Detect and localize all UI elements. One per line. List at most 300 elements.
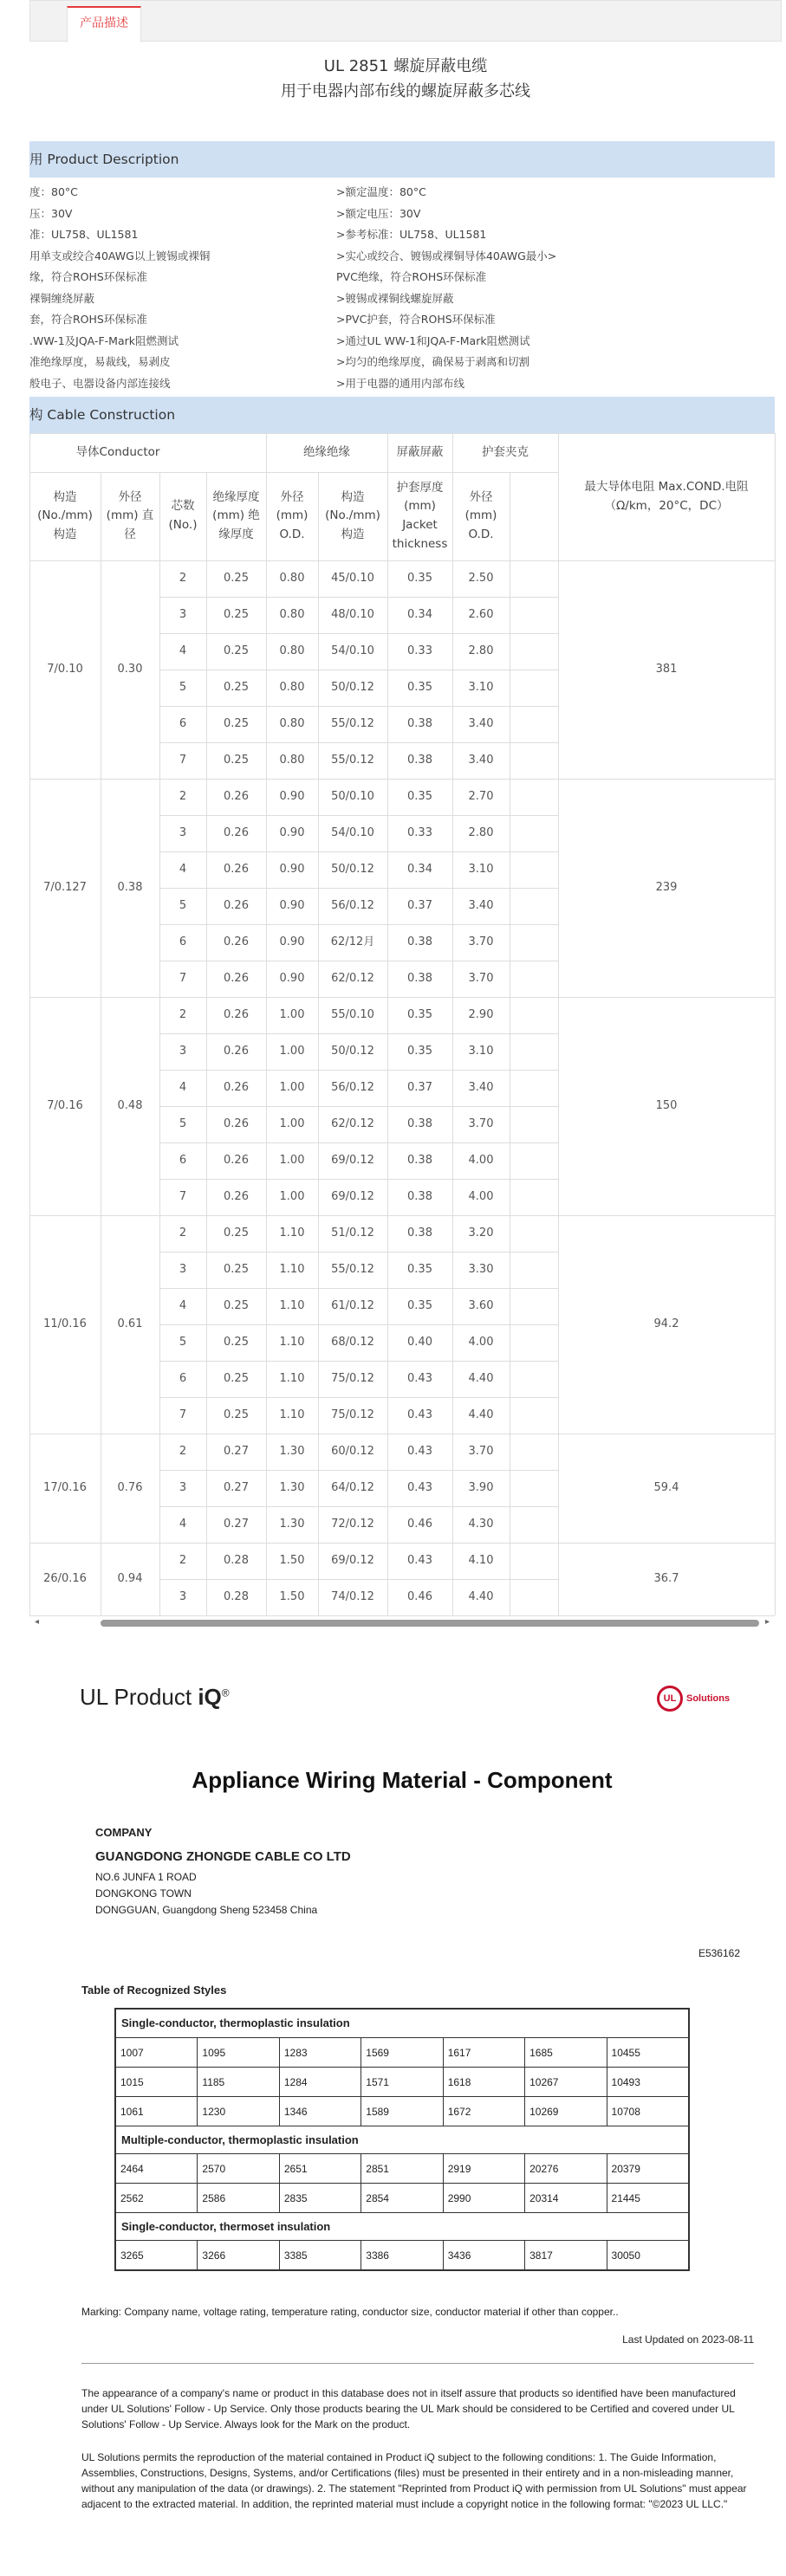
grid-line [159,888,558,889]
table-cell: 1.10 [279,1226,305,1239]
table-cell: 50/0.12 [331,1044,374,1058]
table-cell: 4 [179,1080,187,1094]
style-number: 2562 [120,2192,144,2204]
product-description [29,179,775,398]
subheader-cond-od: 外径 (mm) 直径 [106,489,154,541]
style-number: 21445 [607,2184,688,2212]
table-cell: 0.80 [279,680,305,694]
subheader-ins-od: 外径 (mm) O.D. [276,489,309,541]
company-address-line: NO.6 JUNFA 1 ROAD [95,1871,197,1883]
style-number: 1589 [361,2097,442,2126]
table-cell: 0.80 [279,571,305,585]
table-cell: 75/0.12 [331,1408,374,1421]
grid-line [159,742,558,743]
table-cell: 1.00 [279,1189,305,1203]
header-conductor: 导体Conductor [75,444,160,459]
scrollbar-thumb[interactable] [101,1620,759,1627]
max-resistance: 150 [655,1098,678,1112]
table-cell: 6 [179,1371,187,1385]
table-cell: 5 [179,1335,187,1349]
table-cell: 0.38 [407,753,432,767]
grid-line [159,1470,558,1471]
description-line: >参考标准：UL758、UL1581 [336,228,487,241]
styles-table-title: Table of Recognized Styles [81,1984,227,1997]
table-cell: 7 [179,753,187,767]
table-cell: 0.80 [279,607,305,621]
table-cell: 72/0.12 [331,1517,374,1531]
style-number: 1571 [361,2068,442,2096]
table-cell: 0.35 [407,789,432,803]
company-name: GUANGDONG ZHONGDE CABLE CO LTD [95,1849,351,1864]
table-cell: 4 [179,1517,187,1531]
table-cell: 0.27 [224,1517,249,1531]
table-cell: 2.80 [468,825,494,839]
grid-line [29,472,558,473]
table-cell: 0.35 [407,1262,432,1276]
grid-line [159,1506,558,1507]
subheader-ins-thick: 绝缘厚度 (mm) 绝缘厚度 [212,489,260,541]
table-cell: 0.27 [224,1480,249,1494]
style-number: 1284 [279,2068,361,2096]
table-cell: 0.26 [224,935,249,948]
table-cell: 6 [179,1153,187,1167]
table-cell: 0.26 [224,1044,249,1058]
style-number: 1015 [120,2076,144,2088]
style-number: 20276 [524,2154,606,2183]
style-group-heading: Single-conductor, thermoset insulation [116,2212,688,2240]
last-updated: Last Updated on 2023-08-11 [622,2333,754,2346]
style-number: 10493 [607,2068,688,2096]
table-cell: 56/0.12 [331,898,374,912]
description-bilingual [336,182,556,394]
style-number: 3266 [197,2241,278,2269]
table-cell: 62/12月 [330,935,375,948]
table-cell: 0.90 [279,898,305,912]
table-cell: 2.80 [468,644,494,657]
grid-line [159,1324,558,1325]
conductor-od: 0.76 [117,1480,143,1494]
description-line: PVC绝缘，符合ROHS环保标准 [336,270,487,283]
description-line: 压：30V [29,206,73,220]
ul-certificate [50,1630,754,2576]
grid-line [266,433,267,472]
table-cell: 61/0.12 [331,1298,374,1312]
table-cell: 0.25 [224,571,249,585]
table-cell: 0.46 [407,1517,432,1531]
table-cell: 3.40 [468,753,494,767]
table-cell: 0.90 [279,789,305,803]
grid-line [159,1106,558,1107]
style-number: 2854 [361,2184,442,2212]
description-line: >实心或绞合、镀锡或裸铜导体40AWG最小> [336,249,557,262]
description-line: 裸铜缠绕屏蔽 [29,291,95,305]
table-row [116,2067,688,2096]
table-cell: 0.90 [279,825,305,839]
table-cell: 0.26 [224,971,249,985]
grid-line [159,1142,558,1143]
product-subtitle: 用于电器内部布线的螺旋屏蔽多芯线 [281,82,530,100]
table-cell: 1.10 [279,1371,305,1385]
grid-line [159,924,558,925]
tab-product-description[interactable]: 产品描述 [67,6,141,42]
description-line: >额定温度：80°C [336,185,426,198]
table-cell: 1.10 [279,1335,305,1349]
style-group-heading: Single-conductor, thermoplastic insulation [121,2016,350,2029]
table-cell: 0.35 [407,571,432,585]
conductor-structure: 11/0.16 [43,1317,87,1330]
style-number: 1672 [443,2097,524,2126]
table-cell: 1.50 [279,1553,305,1567]
table-cell: 0.33 [407,825,432,839]
style-number: 2570 [197,2154,278,2183]
table-cell: 69/0.12 [331,1153,374,1167]
scroll-right-icon[interactable]: ▸ [764,1617,770,1627]
table-cell: 0.37 [407,898,432,912]
table-cell: 75/0.12 [331,1371,374,1385]
table-cell: 0.25 [224,1226,249,1239]
table-cell: 4.00 [468,1153,494,1167]
table-cell: 2 [179,789,187,803]
table-cell: 0.26 [224,1153,249,1167]
style-number: 10455 [607,2038,688,2067]
grid-line [775,433,776,1615]
conductor-od: 0.94 [117,1571,143,1585]
scroll-left-icon[interactable]: ◂ [35,1617,40,1627]
table-cell: 0.35 [407,1298,432,1312]
table-cell: 3 [179,1044,187,1058]
subheader-cond-struct: 构造 (No./mm) 构造 [37,489,93,541]
table-cell: 0.26 [224,1116,249,1130]
table-cell: 0.26 [224,789,249,803]
table-cell: 1.30 [279,1444,305,1458]
table-cell: 50/0.12 [331,862,374,876]
file-number: E536162 [698,1947,740,1959]
grid-line [159,1033,558,1034]
company-address-line: DONGKONG TOWN [95,1887,192,1900]
table-cell: 0.35 [407,1007,432,1021]
table-cell: 0.25 [224,607,249,621]
style-number: 3436 [443,2241,524,2269]
table-cell: 4 [179,862,187,876]
style-number: 3265 [120,2249,144,2262]
table-cell: 0.33 [407,644,432,657]
tab-bar [29,0,782,42]
table-cell: 0.43 [407,1371,432,1385]
table-cell: 4.30 [468,1517,494,1531]
table-cell: 0.28 [224,1589,249,1603]
table-cell: 2 [179,1226,187,1239]
style-number: 20379 [607,2154,688,2183]
style-number: 2586 [197,2184,278,2212]
grid-line [159,1361,558,1362]
table-cell: 1.50 [279,1589,305,1603]
description-line: 套，符合ROHS环保标准 [29,313,147,326]
table-cell: 69/0.12 [331,1553,374,1567]
description-line: >用于电器的通用内部布线 [336,376,464,390]
description-line: >PVC护套，符合ROHS环保标准 [336,313,496,326]
description-line: 准绝缘厚度，易裁线，易剥皮 [29,355,171,368]
conductor-structure: 7/0.127 [43,880,87,894]
table-cell: 1.10 [279,1298,305,1312]
style-number: 2835 [279,2184,361,2212]
table-cell: 0.25 [224,644,249,657]
table-cell: 1.00 [279,1080,305,1094]
conductor-od: 0.38 [117,880,143,894]
table-cell: 0.80 [279,716,305,730]
description-line: 用单支或绞合40AWG以上镀锡或裸铜 [29,249,211,262]
table-row [116,2153,688,2183]
table-cell: 7 [179,1189,187,1203]
table-cell: 0.25 [224,1335,249,1349]
table-cell: 0.25 [224,1408,249,1421]
table-cell: 2 [179,1444,187,1458]
header-insulation: 绝缘绝缘 [303,444,350,459]
ul-mark-icon: UL [657,1686,683,1712]
table-cell: 2 [179,1553,187,1567]
table-cell: 0.25 [224,1371,249,1385]
style-number: 2464 [120,2163,144,2175]
conductor-structure: 17/0.16 [43,1480,87,1494]
grid-line [159,1288,558,1289]
table-cell: 3.20 [468,1226,494,1239]
style-number: 1617 [443,2038,524,2067]
table-cell: 1.10 [279,1408,305,1421]
style-number: 1095 [197,2038,278,2067]
table-cell: 0.25 [224,716,249,730]
table-cell: 4.40 [468,1371,494,1385]
style-number: 2919 [443,2154,524,2183]
table-cell: 0.26 [224,825,249,839]
company-address-line: DONGGUAN, Guangdong Sheng 523458 China [95,1904,318,1916]
style-number: 1283 [279,2038,361,2067]
table-cell: 56/0.12 [331,1080,374,1094]
table-row [116,2096,688,2126]
table-cell: 0.38 [407,1189,432,1203]
table-cell: 0.25 [224,1298,249,1312]
table-cell: 0.26 [224,862,249,876]
table-cell: 1.00 [279,1116,305,1130]
table-cell: 3.10 [468,1044,494,1058]
product-titles [29,49,782,104]
table-cell: 55/0.12 [331,753,374,767]
recognized-styles-table [114,2008,690,2271]
table-cell: 55/0.12 [331,716,374,730]
table-cell: 64/0.12 [331,1480,374,1494]
max-resistance: 36.7 [653,1571,679,1585]
table-cell: 0.28 [224,1553,249,1567]
style-number: 3385 [279,2241,361,2269]
table-cell: 0.34 [407,862,432,876]
grid-line [159,597,558,598]
table-cell: 1.00 [279,1153,305,1167]
company-block [95,1826,351,1919]
style-number: 1007 [120,2047,144,2059]
subheader-jk-thick: 护套厚度 (mm) Jacket thickness [392,480,448,551]
grid-line [159,706,558,707]
style-number: 2990 [443,2184,524,2212]
grid-line [159,1579,558,1580]
table-cell: 5 [179,680,187,694]
table-cell: 60/0.12 [331,1444,374,1458]
table-cell: 0.35 [407,1044,432,1058]
table-cell: 0.37 [407,1080,432,1094]
table-cell: 0.43 [407,1480,432,1494]
table-cell: 0.80 [279,644,305,657]
conductor-structure: 7/0.10 [47,662,83,676]
table-cell: 0.90 [279,935,305,948]
ul-solutions-logo: UL Solutions [657,1686,730,1712]
divider [81,2363,754,2364]
table-cell: 3.70 [468,935,494,948]
description-line: >通过UL WW-1和JQA-F-Mark阻燃测试 [336,333,530,347]
style-number: 30050 [607,2241,688,2269]
table-cell: 0.46 [407,1589,432,1603]
table-cell: 3.40 [468,716,494,730]
style-number: 1061 [120,2106,144,2118]
table-cell: 0.40 [407,1335,432,1349]
table-cell: 2 [179,1007,187,1021]
style-number: 1346 [279,2097,361,2126]
table-cell: 50/0.10 [331,789,374,803]
style-number: 1185 [197,2068,278,2096]
table-cell: 0.38 [407,1226,432,1239]
table-cell: 0.80 [279,753,305,767]
table-cell: 0.34 [407,607,432,621]
conductor-structure: 7/0.16 [47,1098,83,1112]
table-cell: 2.70 [468,789,494,803]
table-cell: 3.70 [468,1444,494,1458]
table-row [116,2037,688,2067]
table-cell: 50/0.12 [331,680,374,694]
product-description-heading: 用 Product Description [29,141,775,178]
table-cell: 4.00 [468,1189,494,1203]
grid-line [159,1070,558,1071]
style-number: 3386 [361,2241,442,2269]
table-cell: 0.25 [224,680,249,694]
table-cell: 3.70 [468,1116,494,1130]
table-cell: 3.70 [468,971,494,985]
table-cell: 55/0.12 [331,1262,374,1276]
style-number: 1685 [524,2038,606,2067]
max-resistance: 239 [655,880,678,894]
table-cell: 3.10 [468,680,494,694]
table-cell: 1.00 [279,1007,305,1021]
conductor-od: 0.30 [117,662,143,676]
table-row [116,2240,688,2269]
table-cell: 2.50 [468,571,494,585]
grid-line [387,433,388,472]
table-cell: 6 [179,935,187,948]
table-cell: 0.38 [407,971,432,985]
grid-line [159,1179,558,1180]
subheader-jk-od: 外径 (mm) O.D. [464,489,497,541]
subheader-cores: 芯数 (No.) [168,499,198,532]
style-number: 3817 [524,2241,606,2269]
table-cell: 6 [179,716,187,730]
table-cell: 3.60 [468,1298,494,1312]
header-shield: 屏蔽屏蔽 [396,444,444,459]
grid-line [558,433,559,472]
table-cell: 3 [179,1480,187,1494]
table-cell: 0.26 [224,1007,249,1021]
subheader-sh-struct: 构造 (No./mm) 构造 [325,489,380,541]
table-cell: 0.38 [407,1153,432,1167]
style-number: 2651 [279,2154,361,2183]
table-cell: 4.10 [468,1553,494,1567]
style-number: 10269 [524,2097,606,2126]
max-resistance: 94.2 [653,1317,679,1330]
table-cell: 0.25 [224,753,249,767]
table-cell: 74/0.12 [331,1589,374,1603]
description-line: 缘，符合ROHS环保标准 [29,270,147,283]
cable-construction-table [29,433,775,1616]
style-number: 20314 [524,2184,606,2212]
style-number: 1569 [361,2038,442,2067]
table-cell: 0.43 [407,1444,432,1458]
table-cell: 3 [179,607,187,621]
table-cell: 1.10 [279,1262,305,1276]
conductor-structure: 26/0.16 [43,1571,87,1585]
table-cell: 1.30 [279,1480,305,1494]
style-number: 1618 [443,2068,524,2096]
table-cell: 0.26 [224,1189,249,1203]
style-number: 10267 [524,2068,606,2096]
table-cell: 2.90 [468,1007,494,1021]
table-cell: 0.38 [407,716,432,730]
style-number: 10708 [607,2097,688,2126]
table-cell: 55/0.10 [331,1007,374,1021]
description-line: >额定电压：30V [336,206,421,220]
table-cell: 4.00 [468,1335,494,1349]
disclaimer-paragraph: The appearance of a company's name or product in this database does not in itself assure that products so identified have been manufactured under UL Solutions' Follow - Up Service. Only those products bearing the UL Mark should be considered to be Certified and covered under UL Solutions' Follow - Up Service. Always look for the Mark on the product. [81,2387,736,2430]
table-cell: 62/0.12 [331,1116,374,1130]
table-cell: 0.38 [407,1116,432,1130]
table-cell: 2.60 [468,607,494,621]
table-cell: 3.10 [468,862,494,876]
table-cell: 0.27 [224,1444,249,1458]
table-cell: 5 [179,898,187,912]
grid-line [452,433,453,472]
table-cell: 0.43 [407,1408,432,1421]
reproduction-paragraph: UL Solutions permits the reproduction of the material contained in Product iQ subject to the following conditions: 1. The Guide Information, Assemblies, Constructions, Designs, Systems, and/or Certifications (files) must be presented in their entirety and in a non-misleading manner, without any manipulation of the data (or drawings). 2. The statement "Reprinted from Product iQ with permission from UL Solutions" must appear adjacent to the extracted material. In addition, the reprinted material must include a copyright notice in the following format: "©2023 UL LLC." [81,2451,747,2510]
horizontal-scrollbar[interactable] [29,1616,775,1630]
table-cell: 7 [179,1408,187,1421]
table-cell: 4 [179,644,187,657]
grid-line [159,633,558,634]
table-cell: 62/0.12 [331,971,374,985]
table-cell: 48/0.10 [331,607,374,621]
style-group-heading: Multiple-conductor, thermoplastic insulation [116,2126,688,2153]
grid-line [159,1397,558,1398]
table-cell: 2 [179,571,187,585]
table-cell: 3.90 [468,1480,494,1494]
table-cell: 3.40 [468,898,494,912]
max-resistance: 59.4 [653,1480,679,1494]
ul-product-iq-logo: UL Product iQ® [80,1684,230,1710]
table-cell: 0.26 [224,898,249,912]
description-line: 准：UL758、UL1581 [29,228,139,241]
description-chinese [29,182,210,394]
table-cell: 1.00 [279,1044,305,1058]
table-cell: 0.90 [279,862,305,876]
description-line: >镀锡或裸铜线螺旋屏蔽 [336,291,454,305]
table-row [116,2183,688,2212]
table-cell: 4.40 [468,1589,494,1603]
table-cell: 3 [179,1589,187,1603]
table-cell: 45/0.10 [331,571,374,585]
certificate-heading: Appliance Wiring Material - Component [192,1767,613,1793]
table-cell: 0.26 [224,1080,249,1094]
